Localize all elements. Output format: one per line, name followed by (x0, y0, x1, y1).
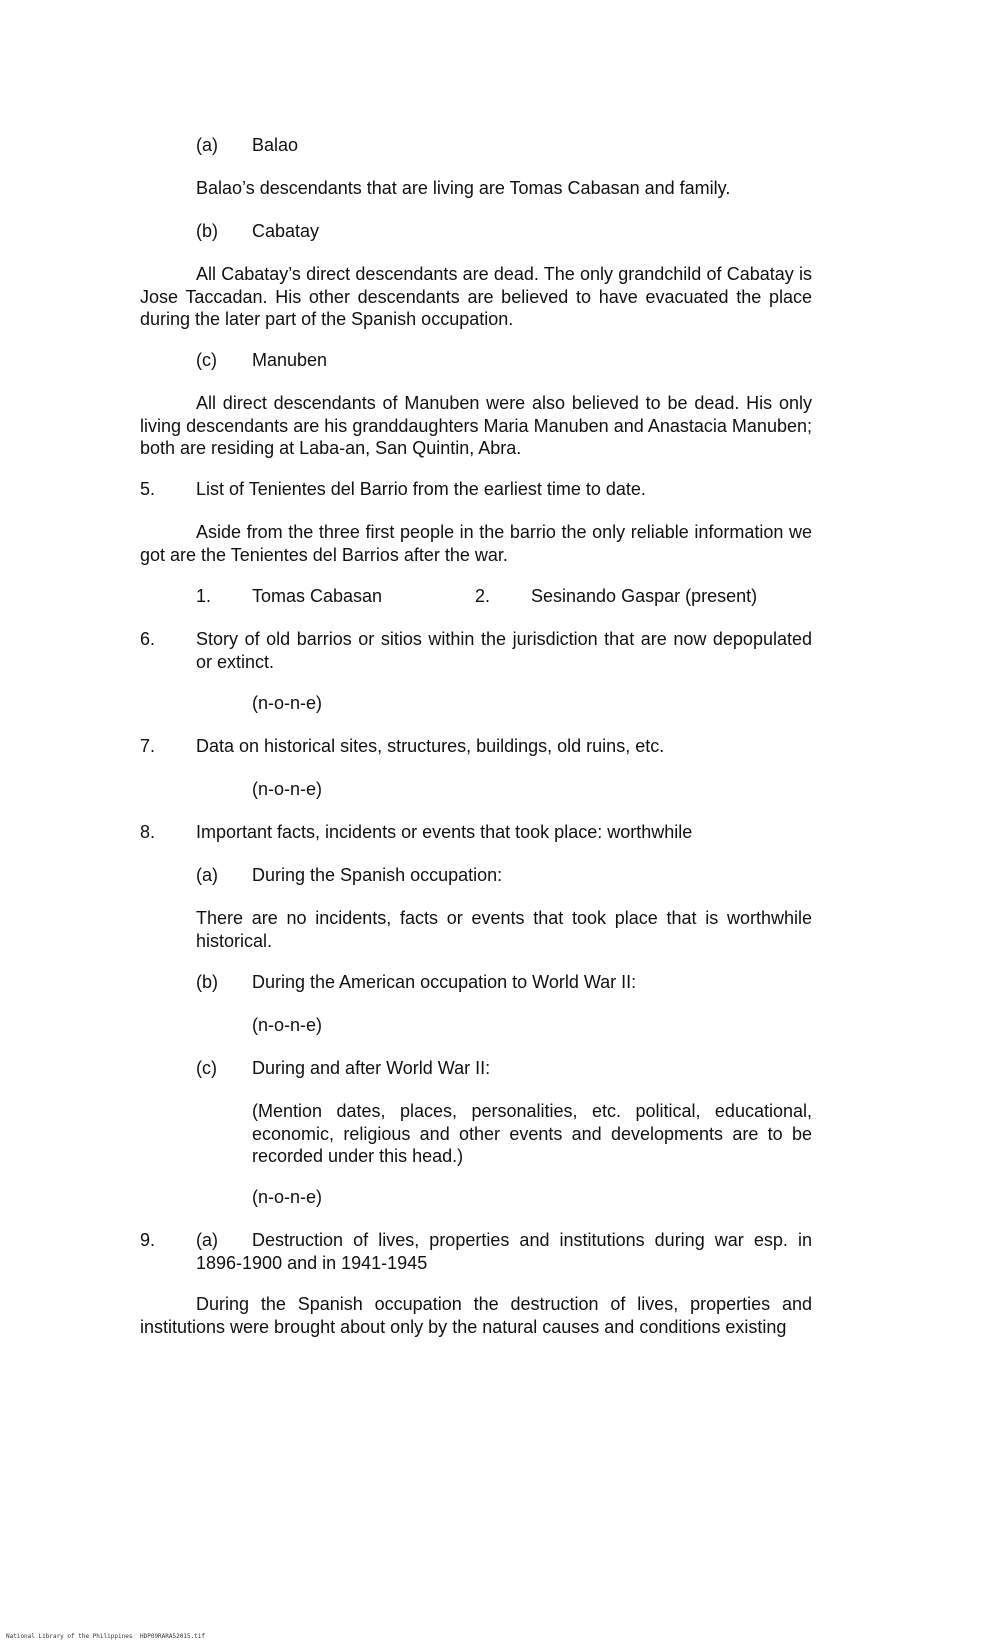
list-number: 2. (475, 586, 491, 606)
item-6-text: Story of old barrios or sitios within the jurisdiction that are now depopulated or extinct. (196, 629, 812, 672)
item-9a-label: (a) (196, 1230, 218, 1250)
item-8b-title: During the American occupation to World War II: (252, 972, 637, 992)
item-8c-title: During and after World War II: (252, 1058, 491, 1078)
item-8c-paragraph: (Mention dates, places, personalities, etc. political, educational, economic, religious and other events and developments are to be recorded under this head.) (252, 1101, 812, 1166)
item-5-paragraph: Aside from the three first people in the barrio the only reliable information we got are the Tenientes del Barrios after the war. (140, 522, 812, 565)
item-5-title: List of Tenientes del Barrio from the earliest time to date. (196, 479, 646, 499)
item-6-none: (n-o-n-e) (252, 693, 323, 713)
item-8c-label: (c) (196, 1058, 217, 1078)
list-item-name: Sesinando Gaspar (present) (531, 586, 758, 606)
cabatay-paragraph: All Cabatay’s direct descendants are dead. The only grandchild of Cabatay is Jose Taccadan. His other descendants are believed to have evacuated the place during the later part of the Spanish occupation. (140, 264, 812, 329)
item-number-7: 7. (140, 736, 156, 756)
footer-file: HDP09RARA52015.tif (140, 1633, 206, 1640)
item-8a-title: During the Spanish occupation: (252, 865, 503, 885)
sub-heading-manuben: Manuben (252, 350, 328, 370)
balao-paragraph: Balao’s descendants that are living are Tomas Cabasan and family. (196, 178, 731, 198)
sub-label-a: (a) (196, 135, 218, 155)
item-8a-paragraph: There are no incidents, facts or events that took place that is worthwhile historical. (196, 908, 812, 951)
item-number-6: 6. (140, 629, 156, 649)
item-8-text: Important facts, incidents or events that took place: worthwhile (196, 822, 693, 842)
item-8b-label: (b) (196, 972, 218, 992)
sub-heading-balao: Balao (252, 135, 299, 155)
item-7-none: (n-o-n-e) (252, 779, 323, 799)
item-8c-none: (n-o-n-e) (252, 1187, 323, 1207)
item-8a-label: (a) (196, 865, 218, 885)
footer-library: National Library of the Philippines (6, 1633, 133, 1640)
item-number-9: 9. (140, 1230, 156, 1250)
sub-heading-cabatay: Cabatay (252, 221, 320, 241)
item-8b-none: (n-o-n-e) (252, 1015, 323, 1035)
item-9a-text: Destruction of lives, properties and institutions during war esp. in 1896-1900 and in 1941-1945 (196, 1230, 812, 1273)
item-9-paragraph: During the Spanish occupation the destruction of lives, properties and institutions were brought about only by the natural causes and conditions existing (140, 1294, 812, 1337)
sub-label-c: (c) (196, 350, 217, 370)
item-number-8: 8. (140, 822, 156, 842)
list-item-name: Tomas Cabasan (252, 586, 383, 606)
sub-label-b: (b) (196, 221, 218, 241)
item-7-text: Data on historical sites, structures, buildings, old ruins, etc. (196, 736, 665, 756)
list-number: 1. (196, 586, 212, 606)
item-9-text (196, 1229, 812, 1274)
manuben-paragraph: All direct descendants of Manuben were also believed to be dead. His only living descendants are his granddaughters Maria Manuben and Anastacia Manuben; both are residing at Laba-an, San Quintin, Abra. (140, 393, 812, 458)
item-number-5: 5. (140, 479, 156, 499)
